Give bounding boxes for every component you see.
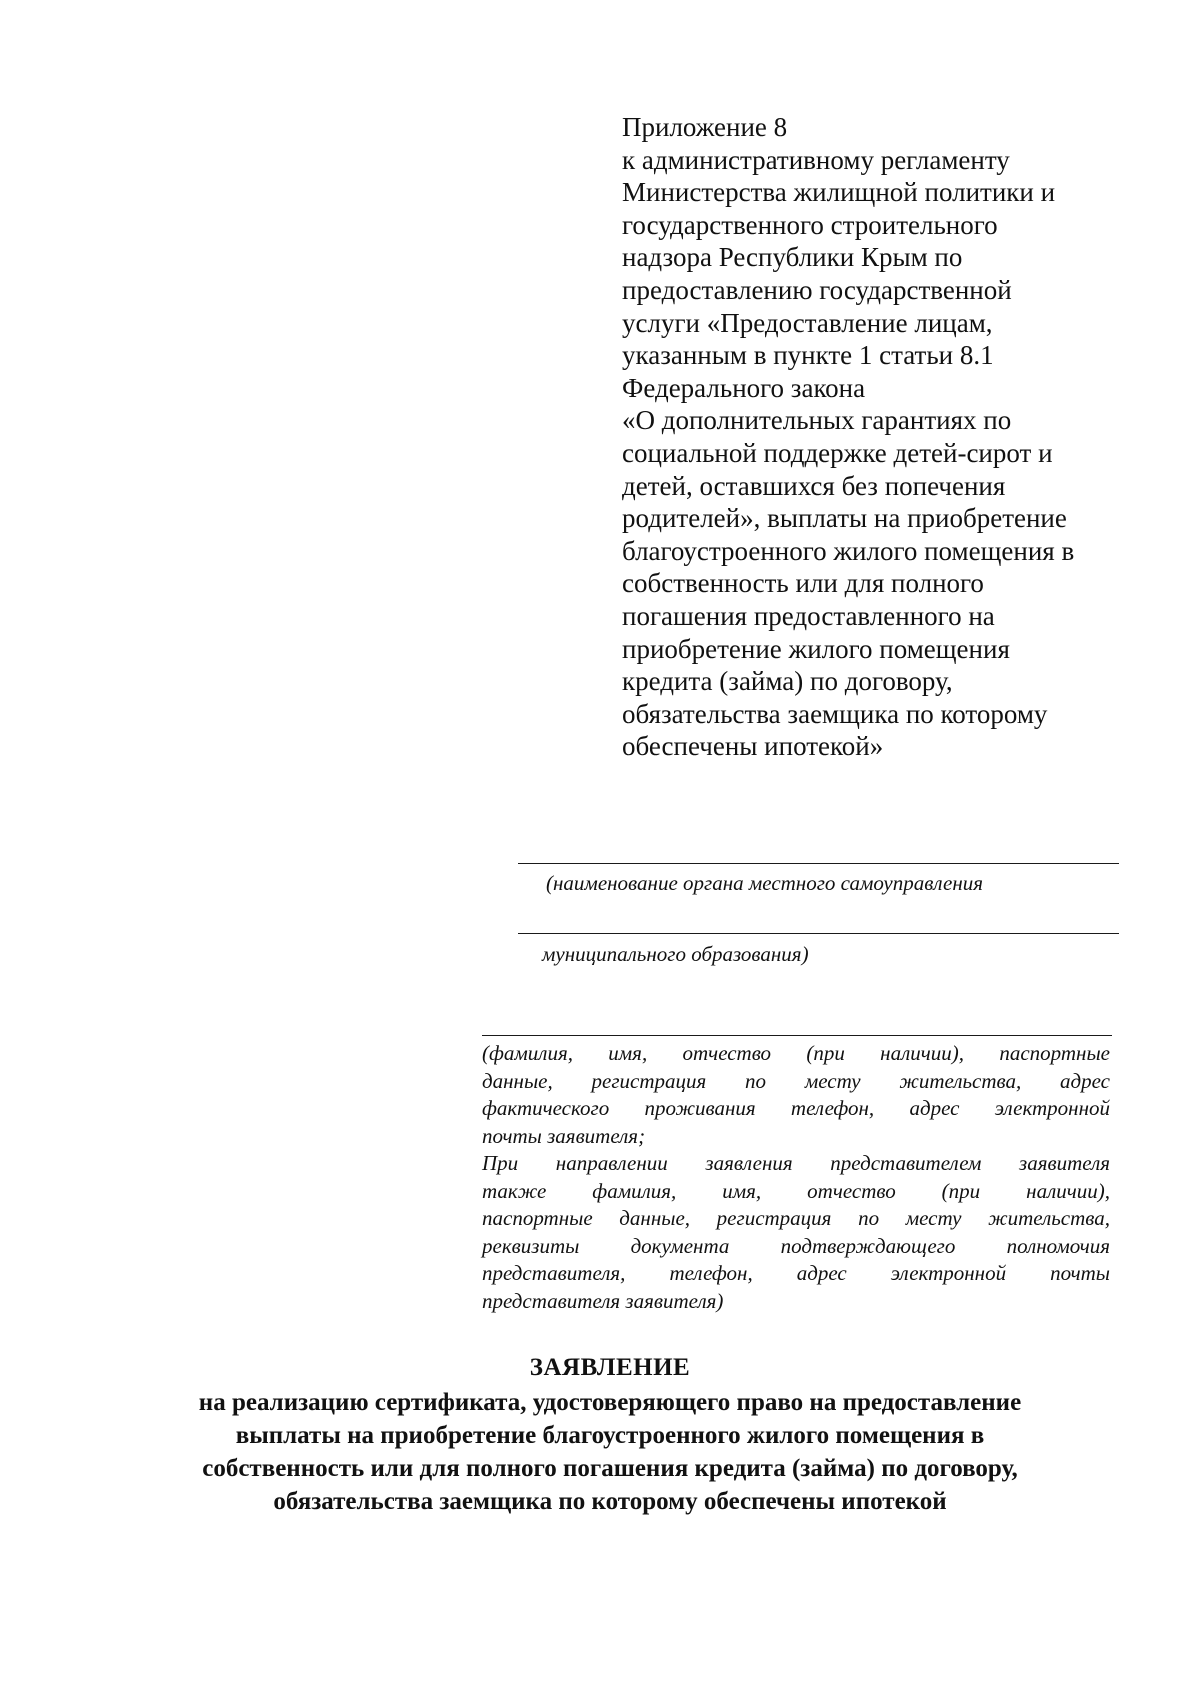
appendix-line: Федерального закона bbox=[622, 372, 866, 403]
appendix-line: социальной поддержке детей-сирот и bbox=[622, 437, 1053, 468]
applicant-caption-line: (фамилия, имя, отчество (при наличии), паспортные bbox=[482, 1041, 1110, 1065]
appendix-line: собственность или для полного bbox=[622, 568, 984, 599]
authority-field-line-2[interactable] bbox=[518, 933, 1119, 934]
authority-field-line-1[interactable] bbox=[518, 863, 1119, 864]
statement-subtitle-line: обязательства заемщика по которому обеспечены ипотекой bbox=[273, 1488, 947, 1515]
appendix-line: родителей», выплаты на приобретение bbox=[622, 503, 1067, 534]
applicant-caption-line: При направлении заявления представителем заявителя bbox=[482, 1151, 1110, 1175]
appendix-line: Министерства жилищной политики и bbox=[622, 177, 1056, 208]
applicant-caption-line: представителя заявителя) bbox=[482, 1288, 724, 1313]
applicant-caption-line: данные, регистрация по месту жительства, адрес bbox=[482, 1068, 1110, 1093]
appendix-line: надзора Республики Крым по bbox=[622, 242, 963, 273]
appendix-line: предоставлению государственной bbox=[622, 274, 1012, 305]
appendix-line: услуги «Предоставление лицам, bbox=[622, 307, 993, 338]
statement-subtitle-line: на реализацию сертификата, удостоверяющего право на предоставление bbox=[198, 1389, 1022, 1416]
applicant-caption-line: реквизиты документа подтверждающего полномочия bbox=[482, 1233, 1110, 1258]
appendix-line: государственного строительного bbox=[622, 209, 998, 240]
appendix-line: обязательства заемщика по которому bbox=[622, 698, 1048, 729]
statement-title: ЗАЯВЛЕНИЕ bbox=[529, 1354, 691, 1381]
appendix-line: к административному регламенту bbox=[622, 144, 1010, 175]
statement-subtitle-line: выплаты на приобретение благоустроенного жилого помещения в bbox=[235, 1422, 985, 1449]
applicant-caption-line: также фамилия, имя, отчество (при наличии), bbox=[482, 1178, 1110, 1203]
applicant-caption-line: фактического проживания телефон, адрес электронной bbox=[482, 1096, 1110, 1120]
appendix-header bbox=[622, 111, 1142, 763]
appendix-line: благоустроенного жилого помещения в bbox=[622, 535, 1075, 566]
applicant-caption-line: представителя, телефон, адрес электронной почты bbox=[482, 1261, 1110, 1285]
authority-caption-1: (наименование органа местного самоуправления bbox=[546, 871, 984, 895]
statement-heading bbox=[80, 1352, 1140, 1518]
applicant-field-line[interactable] bbox=[482, 1035, 1112, 1036]
appendix-line: обеспечены ипотекой» bbox=[622, 731, 884, 762]
authority-caption-2: муниципального образования) bbox=[542, 942, 809, 966]
appendix-line: приобретение жилого помещения bbox=[622, 633, 1010, 664]
applicant-field-caption bbox=[482, 1040, 1110, 1315]
appendix-line: Приложение 8 bbox=[622, 112, 788, 142]
applicant-caption-line: паспортные данные, регистрация по месту жительства, bbox=[482, 1206, 1110, 1230]
applicant-caption-line: почты заявителя; bbox=[482, 1123, 646, 1148]
appendix-line: «О дополнительных гарантиях по bbox=[622, 405, 1012, 436]
statement-subtitle-line: собственность или для полного погашения кредита (займа) по договору, bbox=[202, 1455, 1018, 1482]
appendix-line: указанным в пункте 1 статьи 8.1 bbox=[622, 340, 994, 371]
appendix-line: детей, оставшихся без попечения bbox=[622, 470, 1006, 501]
appendix-line: погашения предоставленного на bbox=[622, 600, 995, 631]
appendix-line: кредита (займа) по договору, bbox=[622, 666, 953, 697]
